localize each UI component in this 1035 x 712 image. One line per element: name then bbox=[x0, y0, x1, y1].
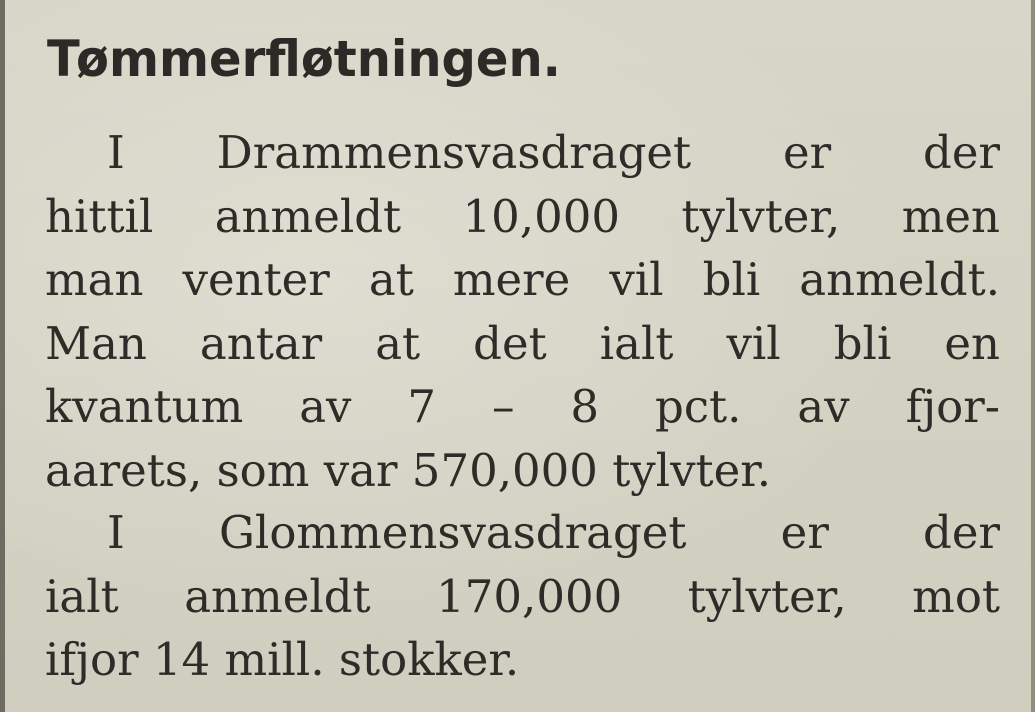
text-line: aarets, som var 570,000 tylvter. bbox=[45, 443, 772, 497]
article-paragraph-2 bbox=[45, 501, 1000, 692]
text-line: I Glommensvasdraget er der bbox=[107, 506, 1000, 559]
text-line: ialt anmeldt 170,000 tylvter, mot bbox=[45, 569, 1000, 623]
article-headline: Tømmerfløtningen. bbox=[47, 30, 561, 88]
text-line: ifjor 14 mill. stokker. bbox=[45, 633, 520, 686]
text-line: Man antar at det ialt vil bli en bbox=[45, 316, 1000, 370]
text-line: hittil anmeldt 10,000 tylvter, men bbox=[45, 189, 1000, 243]
text-line: kvantum av 7 – 8 pct. av fjor- bbox=[45, 380, 1000, 433]
text-line: I Drammensvasdraget er der bbox=[107, 126, 1000, 179]
article-paragraph-1 bbox=[45, 121, 1000, 502]
text-line: man venter at mere vil bli anmeldt. bbox=[45, 253, 1000, 306]
